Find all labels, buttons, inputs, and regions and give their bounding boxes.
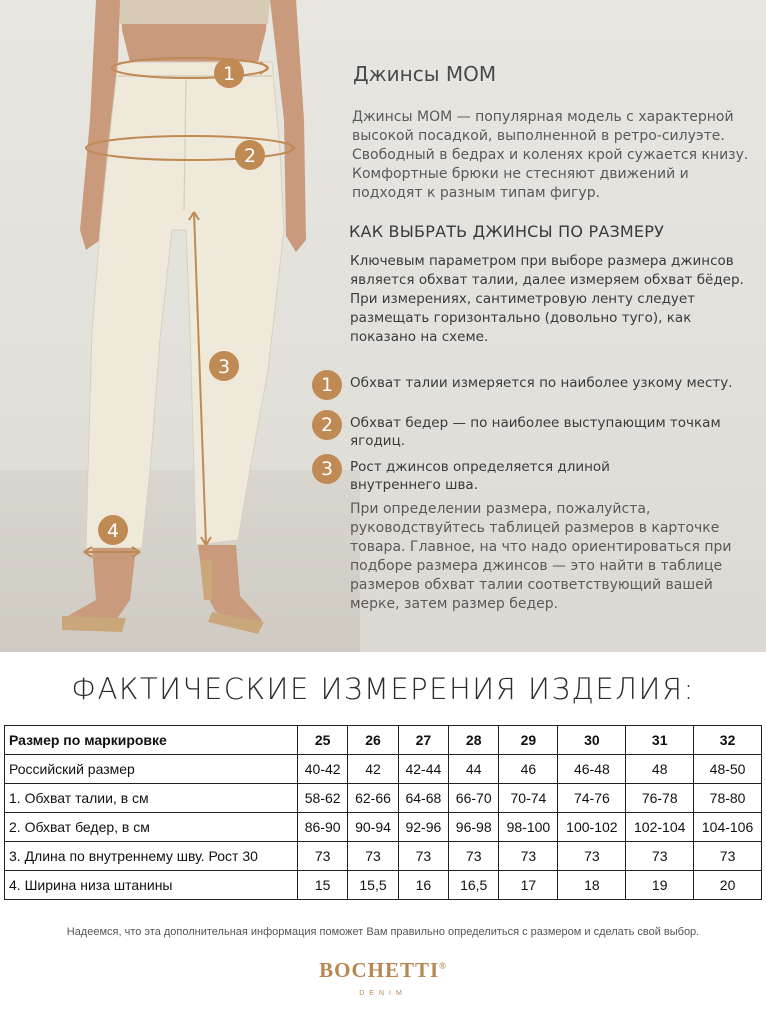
table-cell: 76-78 (626, 784, 694, 813)
table-header-label: Размер по маркировке (5, 726, 298, 755)
table-cell: 96-98 (449, 813, 499, 842)
table-cell: 73 (398, 842, 448, 871)
table-row (5, 755, 762, 784)
table-cell: 19 (626, 871, 694, 900)
step-badge: 1 (312, 370, 342, 400)
table-cell: 98-100 (499, 813, 558, 842)
table-cell: 17 (499, 871, 558, 900)
step-badge: 2 (312, 410, 342, 440)
table-cell: 78-80 (694, 784, 762, 813)
table-cell: 104-106 (694, 813, 762, 842)
table-cell: 102-104 (626, 813, 694, 842)
brand-logo (0, 958, 766, 983)
step-text: Обхват бедер — по наиболее выступающим точкам ягодиц. (350, 415, 721, 449)
crop-top (118, 0, 270, 24)
product-title: Джинсы MOM (353, 62, 497, 86)
row-label: Российский размер (5, 755, 298, 784)
table-cell: 40-42 (298, 755, 348, 784)
svg-text:4: 4 (106, 520, 120, 542)
table-cell: 92-96 (398, 813, 448, 842)
table-cell: 15,5 (348, 871, 398, 900)
size-table (4, 725, 762, 900)
table-cell: 73 (694, 842, 762, 871)
model-badge-4 (98, 515, 128, 545)
table-cell: 73 (499, 842, 558, 871)
table-row (5, 784, 762, 813)
table-cell: 48-50 (694, 755, 762, 784)
table-cell: 16 (398, 871, 448, 900)
table-row (5, 813, 762, 842)
row-label: 4. Ширина низа штанины (5, 871, 298, 900)
step-text: Обхват талии измеряется по наиболее узкому месту. (350, 375, 733, 391)
table-cell: 64-68 (398, 784, 448, 813)
size-header: 26 (348, 726, 398, 755)
svg-text:1: 1 (222, 63, 236, 85)
table-cell: 58-62 (298, 784, 348, 813)
table-cell: 90-94 (348, 813, 398, 842)
size-guide-key-text: Ключевым параметром при выборе размера джинсов является обхват талии, далее измеряем обхват бёдер. При измерениях, сантиметровую ленту следует размещать горизонтально (довольно туго), как показано на схеме. (350, 253, 744, 345)
footer-note: Надеемся, что эта дополнительная информация поможет Вам правильно определиться с размером и сделать свой выбор. (66, 926, 700, 938)
step-1 (312, 370, 752, 402)
table-cell: 48 (626, 755, 694, 784)
model-badge-1 (214, 58, 244, 88)
size-header: 28 (449, 726, 499, 755)
table-row (5, 871, 762, 900)
table-cell: 73 (298, 842, 348, 871)
svg-text:2: 2 (243, 145, 257, 167)
size-header: 30 (558, 726, 626, 755)
left-leg (68, 548, 136, 626)
size-header: 32 (694, 726, 762, 755)
step-2 (312, 410, 752, 450)
row-label: 2. Обхват бедер, в см (5, 813, 298, 842)
size-header: 27 (398, 726, 448, 755)
table-cell: 86-90 (298, 813, 348, 842)
size-header: 25 (298, 726, 348, 755)
table-cell: 16,5 (449, 871, 499, 900)
measurements-title: ФАКТИЧЕСКИЕ ИЗМЕРЕНИЯ ИЗДЕЛИЯ: (71, 672, 695, 706)
table-cell: 15 (298, 871, 348, 900)
table-cell: 66-70 (449, 784, 499, 813)
table-cell: 73 (626, 842, 694, 871)
table-cell: 46-48 (558, 755, 626, 784)
step-3 (312, 454, 752, 494)
right-heel (200, 560, 212, 600)
model-badge-3 (209, 351, 239, 381)
table-cell: 20 (694, 871, 762, 900)
table-cell: 46 (499, 755, 558, 784)
table-row (5, 842, 762, 871)
table-cell: 42-44 (398, 755, 448, 784)
table-cell: 73 (558, 842, 626, 871)
table-cell: 73 (348, 842, 398, 871)
step-badge: 3 (312, 454, 342, 484)
brand-registered-mark: ® (439, 961, 447, 971)
table-cell: 73 (449, 842, 499, 871)
svg-text:3: 3 (217, 356, 231, 378)
table-cell: 18 (558, 871, 626, 900)
model-badge-2 (235, 140, 265, 170)
table-cell: 74-76 (558, 784, 626, 813)
table-header-row (5, 726, 762, 755)
table-cell: 62-66 (348, 784, 398, 813)
table-cell: 70-74 (499, 784, 558, 813)
row-label: 3. Длина по внутреннему шву. Рост 30 (5, 842, 298, 871)
table-cell: 100-102 (558, 813, 626, 842)
brand-sub: DENIM (359, 990, 407, 997)
product-intro: Джинсы MOM — популярная модель с характерной высокой посадкой, выполненной в ретро-силуэте. Свободный в бедрах и коленях крой сужается книзу. Комфортные брюки не стесняют движений и подходят к разным типам фигур. (352, 109, 749, 201)
step-text: Рост джинсов определяется длиной внутреннего шва. (350, 459, 610, 493)
row-label: 1. Обхват талии, в см (5, 784, 298, 813)
size-guide-note: При определении размера, пожалуйста, руководствуйтесь таблицей размеров в карточке товара. Главное, на что надо ориентироваться при подборе размера джинсов — это найти в таблице размеров обхват талии соответствующий вашей мерке, затем размер бедер. (350, 501, 732, 612)
size-header: 31 (626, 726, 694, 755)
table-cell: 42 (348, 755, 398, 784)
brand-name: BOCHETTI (319, 958, 440, 982)
size-header: 29 (499, 726, 558, 755)
left-sandal (62, 616, 126, 632)
table-cell: 44 (449, 755, 499, 784)
size-guide-heading: КАК ВЫБРАТЬ ДЖИНСЫ ПО РАЗМЕРУ (349, 222, 665, 241)
